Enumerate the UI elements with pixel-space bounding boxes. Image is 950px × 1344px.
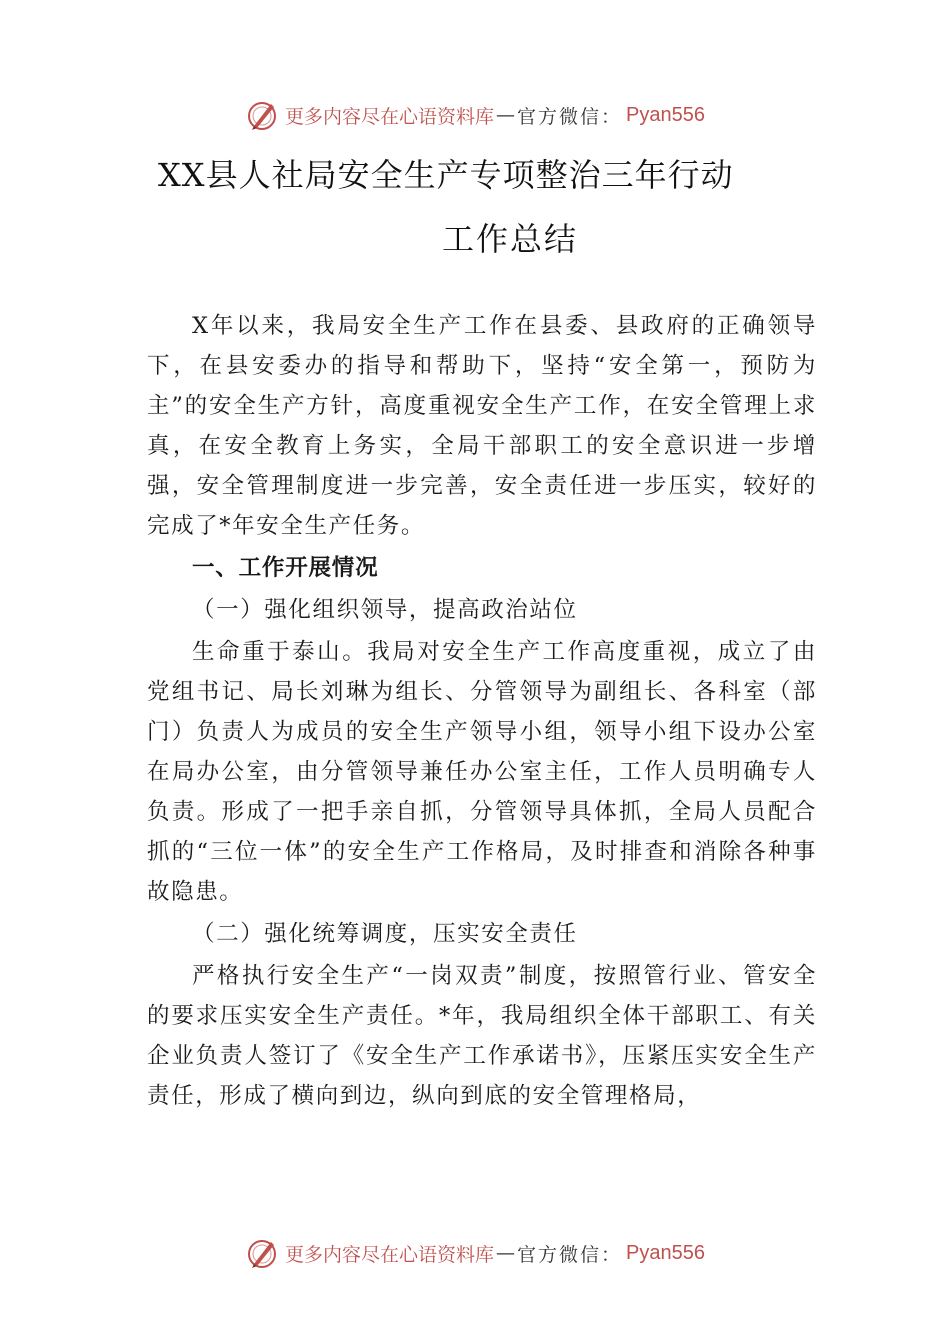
intro-paragraph: X年以来，我局安全生产工作在县委、县政府的正确领导下，在县安委办的指导和帮助下，坚持“安全第一，预防为主”的安全生产方针，高度重视安全生产工作，在安全管理上求真，在安全教育上务实，全局干部职工的安全意识进一步增强，安全管理制度进一步完善，安全责任进一步压实，较好的完成了*年安全生产任务。 (147, 313, 817, 539)
subsection2-heading: （二）强化统筹调度，压实安全责任 (192, 921, 578, 947)
watermark-wechat-label: 官方微信： (517, 1243, 623, 1266)
pen-logo-icon (245, 1236, 279, 1270)
watermark-brand: 更多内容尽在心语资料库 (285, 1243, 495, 1266)
watermark-separator: — (496, 1242, 516, 1264)
pen-logo-icon (245, 98, 279, 132)
section1-heading: 一、工作开展情况 (192, 555, 379, 581)
document-title-line2: 工作总结 (442, 220, 579, 258)
document-title-line1: XX县人社局安全生产专项整治三年行动 (158, 156, 734, 194)
subsection2-paragraph: 严格执行安全生产“一岗双责”制度，按照管行业、管安全的要求压实安全生产责任。*年，我局组织全体干部职工、有关企业负责人签订了《安全生产工作承诺书》，压紧压实安全生产责任，形成了横向到边，纵向到底的安全管理格局， (147, 963, 817, 1109)
watermark-wechat-id: Pyan556 (626, 1241, 705, 1264)
subsection1-paragraph: 生命重于泰山。我局对安全生产工作高度重视，成立了由党组书记、局长刘琳为组长、分管领导为副组长、各科室（部门）负责人为成员的安全生产领导小组，领导小组下设办公室在局办公室，由分管领导兼任办公室主任，工作人员明确专人负责。形成了一把手亲自抓，分管领导具体抓，全局人员配合抓的“三位一体”的安全生产工作格局，及时排查和消除各种事故隐患。 (147, 639, 817, 905)
watermark-wechat-id: Pyan556 (626, 103, 705, 126)
subsection1-heading: （一）强化组织领导，提高政治站位 (192, 597, 578, 623)
watermark-banner-bottom (0, 1233, 950, 1273)
document-body (147, 306, 817, 1116)
watermark-brand: 更多内容尽在心语资料库 (285, 105, 495, 128)
watermark-banner-top (0, 95, 950, 135)
watermark-wechat-label: 官方微信： (517, 105, 623, 128)
watermark-separator: — (496, 104, 516, 126)
